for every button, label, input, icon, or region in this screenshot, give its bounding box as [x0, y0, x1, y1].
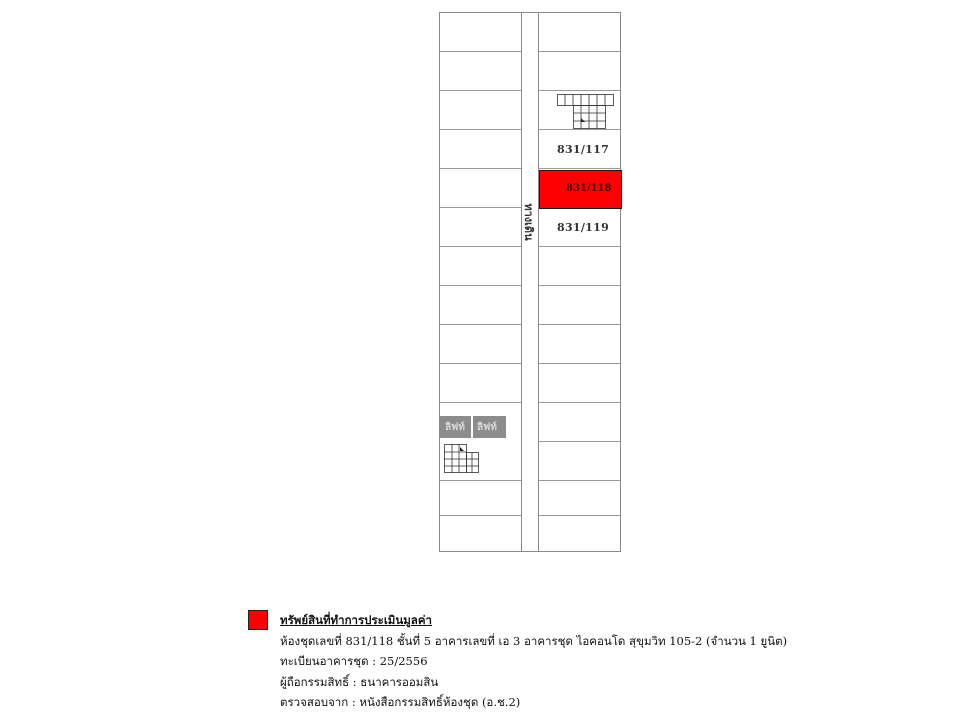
unit-label-lower: 831/119: [557, 221, 610, 234]
legend-registration: ทะเบียนอาคารชุด : 25/2556: [280, 654, 428, 668]
legend-title: ทรัพย์สินที่ทำการประเมินมูลค่า: [280, 613, 432, 627]
legend-unit-detail: ห้องชุดเลขที่ 831/118 ชั้นที่ 5 อาคารเลขที่ เอ 3 อาคารชุด ไอคอนโด สุขุมวิท 105-2 (จำนวน 1 ยูนิต): [280, 633, 788, 648]
legend-source: ตรวจสอบจาก : หนังสือกรรมสิทธิ์ห้องชุด (อ.ช.2): [280, 695, 521, 709]
lift-block: [440, 416, 506, 438]
lift-divider: [471, 416, 473, 438]
legend-swatch: [248, 610, 268, 630]
legend-owner: ผู้ถือกรรมสิทธิ์ : ธนาคารออมสิน: [280, 674, 439, 689]
unit-label-upper: 831/117: [557, 143, 610, 156]
legend: [280, 610, 787, 713]
selected-unit: [539, 170, 622, 209]
lift-label-2: ลิฟท์: [477, 422, 497, 433]
selected-unit-label: 831/118: [566, 183, 612, 194]
corridor: [521, 13, 539, 551]
lift-label-1: ลิฟท์: [445, 422, 465, 433]
corridor-label: ทางเดิน: [522, 203, 535, 241]
